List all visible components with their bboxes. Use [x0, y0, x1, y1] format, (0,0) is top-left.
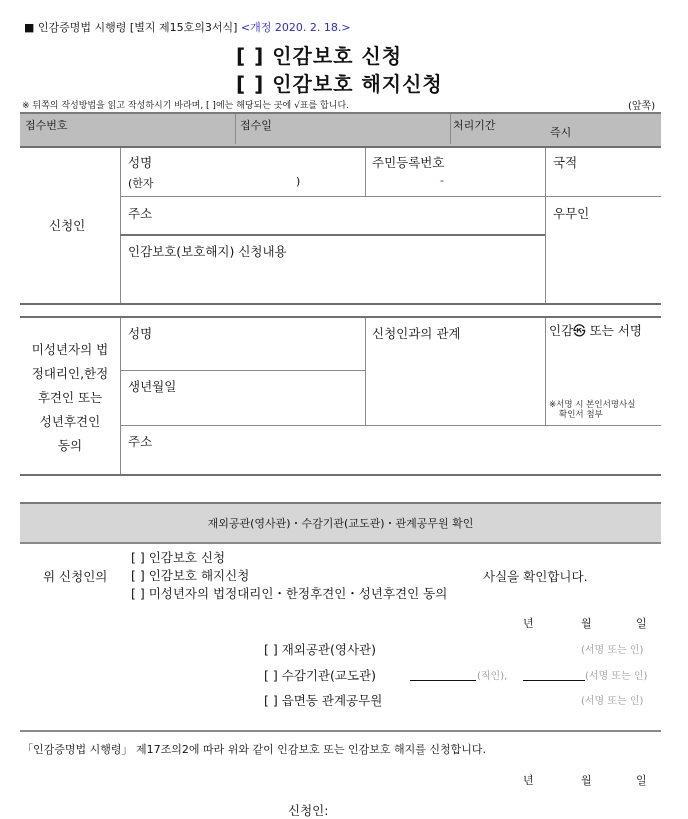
decl-date-year: 년	[523, 774, 534, 787]
applicant-name-label: 성명	[128, 155, 153, 170]
confirm-date-year: 년	[523, 617, 534, 630]
declaration-text: 「인감증명법 시행령」 제17조의2에 따라 위와 같이 인감보호 또는 인감보호 해지를 신청합니다.	[22, 743, 486, 756]
guardian-relation-input[interactable]	[372, 344, 537, 419]
guardian-label-line: 동의	[57, 438, 83, 453]
decl-date-day: 일	[636, 774, 647, 787]
form-reference	[24, 19, 351, 35]
receipt-number-label: 접수번호	[25, 119, 68, 132]
confirmation-tail: 사실을 확인합니다.	[483, 569, 588, 584]
confirmation-options	[131, 549, 447, 603]
guardian-label-line: 후견인 또는	[37, 390, 103, 405]
prison-position-line[interactable]	[410, 666, 476, 681]
applicant-hanja-label: (한자	[128, 177, 154, 190]
square-bullet-icon: ■	[24, 21, 35, 34]
applicant-address-input[interactable]	[128, 218, 538, 232]
processing-period-label: 처리기간	[453, 119, 496, 132]
official-town-sign: (서명 또는 인)	[581, 696, 644, 707]
official-consulate-sign: (서명 또는 인)	[581, 645, 644, 656]
applicant-content-input[interactable]	[128, 262, 538, 298]
applicant-nationality-label: 국적	[553, 155, 578, 170]
revision-date: <개정 2020. 2. 18.>	[240, 21, 351, 34]
guardian-birth-input[interactable]	[128, 396, 358, 420]
guardian-birth-label: 생년월일	[128, 379, 177, 394]
processing-period-value: 즉시	[550, 126, 572, 139]
applicant-rrn-dash: -	[440, 174, 444, 187]
applicant-content-label: 인감보호(보호해지) 신청내용	[128, 244, 287, 259]
guardian-seal-label: 인감㉿ 또는 서명	[549, 323, 642, 338]
confirmation-header: 재외공관(영사관)・수감기관(교도관)・관계공무원 확인	[207, 517, 474, 530]
applicant-rrn-input[interactable]	[372, 172, 537, 190]
applicant-address-label: 주소	[128, 206, 153, 221]
guardian-label-line: 미성년자의 법	[31, 342, 109, 357]
confirm-option-guardian[interactable]: [ ] 미성년자의 법정대리인・한정후견인・성년후견인 동의	[131, 586, 448, 601]
applicant-rrn-label: 주민등록번호	[372, 155, 445, 170]
title-protect-request: [ ] 인감보호 신청	[236, 44, 403, 68]
official-prison-sign: (서명 또는 인)	[585, 671, 648, 682]
confirm-date-month: 월	[581, 617, 592, 630]
guardian-address-label: 주소	[128, 434, 153, 449]
declaration-applicant-label: 신청인:	[288, 803, 329, 818]
guardian-section-label	[20, 338, 120, 458]
applicant-hanja-close: )	[296, 175, 301, 188]
instruction-note: ※ 뒤쪽의 작성방법을 읽고 작성하시기 바라며, [ ]에는 해당되는 곳에 √표를 합니다.	[22, 101, 350, 111]
guardian-label-line: 성년후견인	[39, 414, 101, 429]
applicant-thumbprint-label: 우무인	[553, 206, 590, 221]
applicant-name-input[interactable]	[131, 168, 291, 184]
page-side: (앞쪽)	[628, 101, 656, 112]
guardian-name-input[interactable]	[128, 344, 358, 364]
receipt-date-label: 접수일	[240, 119, 272, 132]
official-prison-position: (직인),	[477, 671, 508, 682]
official-consulate[interactable]: [ ] 재외공관(영사관)	[264, 642, 376, 657]
guardian-sign-note	[549, 400, 635, 420]
guardian-name-label: 성명	[128, 326, 153, 341]
confirm-option-cancel[interactable]: [ ] 인감보호 해지신청	[131, 568, 250, 583]
confirmation-lead: 위 신청인의	[43, 569, 108, 584]
applicant-nationality-input[interactable]	[553, 172, 653, 190]
guardian-label-line: 정대리인,한정	[31, 366, 109, 381]
form-ref-text: 인감증명법 시행령 [별지 제15호의3서식]	[37, 21, 238, 34]
sign-note-line: ※서명 시 본인서명사실	[549, 400, 636, 410]
title-protect-cancel: [ ] 인감보호 해지신청	[236, 72, 443, 96]
confirm-date-day: 일	[636, 617, 647, 630]
official-prison[interactable]: [ ] 수감기관(교도관)	[264, 668, 376, 683]
decl-date-month: 월	[581, 774, 592, 787]
sign-note-line: 확인서 첨부	[559, 410, 603, 420]
prison-sign-line[interactable]	[523, 666, 585, 681]
official-town[interactable]: [ ] 읍면동 관계공무원	[264, 693, 383, 708]
applicant-section-label: 신청인	[49, 218, 86, 233]
guardian-relation-label: 신청인과의 관계	[372, 326, 461, 341]
guardian-address-input[interactable]	[128, 450, 653, 470]
confirm-option-protect[interactable]: [ ] 인감보호 신청	[131, 550, 226, 565]
